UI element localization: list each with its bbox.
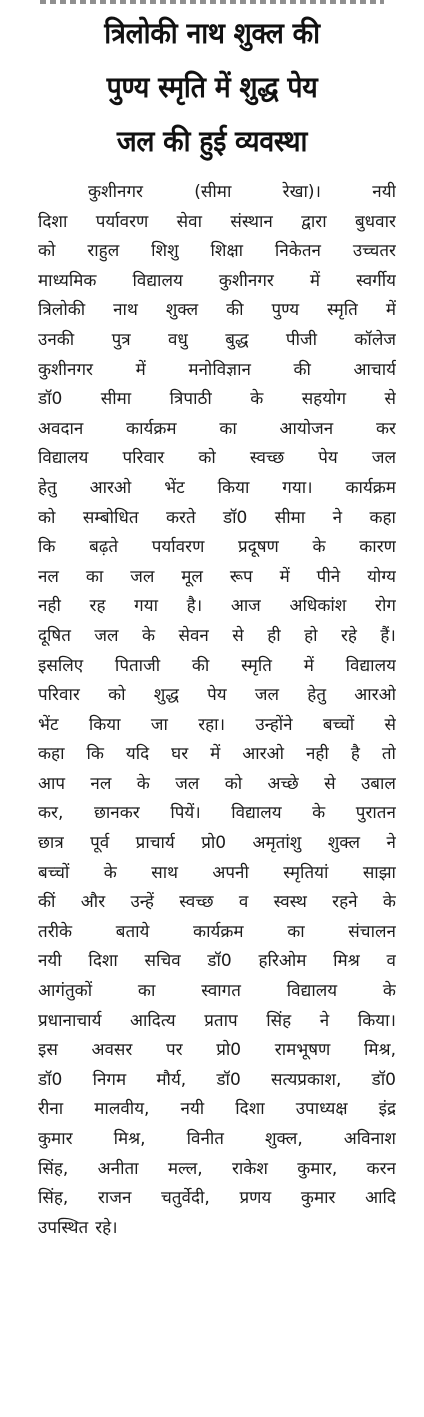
- word: किया: [88, 714, 121, 735]
- word: हैं।: [380, 625, 396, 646]
- word: उपाध्यक्ष: [295, 1099, 348, 1120]
- word: उनकी: [38, 329, 75, 350]
- word: का: [85, 566, 104, 587]
- word: शिक्षा: [210, 241, 244, 262]
- word: कुशीनगर: [88, 182, 143, 202]
- article-line: [38, 740, 396, 770]
- word: बच्चों: [322, 714, 355, 735]
- word: भेंट: [164, 477, 185, 498]
- word: के: [141, 625, 156, 646]
- word: सचिव: [144, 951, 181, 972]
- word: जा: [150, 714, 168, 735]
- word: में: [385, 300, 396, 321]
- word: भेंट: [38, 714, 59, 735]
- article-line: [38, 1036, 396, 1066]
- word: रामभूषण: [274, 1040, 331, 1061]
- word: अमृतांशु: [252, 833, 302, 854]
- word: शुक्ल: [327, 833, 361, 854]
- article-line: [38, 592, 396, 622]
- word: करन: [366, 1158, 396, 1179]
- word: पिताजी: [114, 655, 161, 676]
- word: पीने: [316, 566, 341, 587]
- word: स्वच्छ: [179, 892, 214, 913]
- word: कार्यक्रम: [193, 921, 244, 942]
- word: की: [226, 300, 244, 321]
- word: संस्थान: [230, 211, 273, 232]
- word: मालवीय,: [94, 1099, 150, 1120]
- word: डॉ0: [371, 1069, 396, 1090]
- article-line: [38, 208, 396, 238]
- word: उन्हें: [130, 892, 154, 913]
- word: मनोविज्ञान: [188, 359, 251, 380]
- word: सहयोग: [301, 389, 347, 410]
- word: पुण्य: [271, 300, 300, 321]
- word: अच्छे: [267, 773, 299, 794]
- word: में: [309, 270, 321, 291]
- word: विद्यालय: [231, 803, 282, 824]
- word: यदि: [125, 744, 150, 765]
- word: गया: [134, 596, 159, 617]
- article-line: [38, 563, 396, 593]
- word: डॉ0: [38, 389, 63, 410]
- article-line: [38, 237, 396, 267]
- word: सेवा: [176, 211, 203, 232]
- word: बुद्ध: [225, 329, 249, 350]
- word: आप: [38, 773, 66, 794]
- word: वधु: [167, 329, 188, 350]
- word: आदि: [365, 1188, 396, 1209]
- article-line: [38, 918, 396, 948]
- word: हो: [304, 625, 318, 646]
- word: का: [137, 981, 156, 1002]
- word: राजन: [97, 1188, 132, 1209]
- word: कुशीनगर: [38, 359, 93, 380]
- word: डॉ0: [38, 1069, 63, 1090]
- article-line: [38, 1125, 396, 1155]
- word: कर,: [38, 803, 64, 824]
- article-line: [38, 1184, 396, 1214]
- word: जल: [175, 773, 200, 794]
- word: प्रो0: [201, 833, 227, 854]
- word: से: [384, 714, 396, 735]
- word: प्रताप: [204, 1010, 238, 1031]
- word: को: [224, 773, 243, 794]
- article-line: [38, 1007, 396, 1037]
- word: सेवन: [178, 625, 209, 646]
- word: आगंतुकों: [38, 981, 93, 1002]
- word: नल: [38, 566, 59, 587]
- word: रहे: [340, 625, 357, 646]
- word: प्रो0: [216, 1040, 242, 1061]
- word: डॉ0: [216, 1069, 241, 1090]
- word: उच्चतर: [352, 241, 396, 262]
- word: माध्यमिक: [38, 270, 97, 291]
- word: कुमार: [300, 1188, 336, 1209]
- word: शुक्ल,: [264, 1129, 303, 1149]
- word: राहुल: [87, 241, 120, 262]
- word: हरिओम: [258, 951, 307, 972]
- word: ही: [267, 625, 281, 646]
- word: नही: [38, 596, 61, 617]
- word: इंद्र: [378, 1099, 396, 1120]
- article-line: [38, 1214, 396, 1244]
- word: परिवार: [122, 448, 165, 469]
- word: गया।: [282, 477, 313, 498]
- word: व: [386, 951, 396, 972]
- word: दिशा: [88, 951, 118, 972]
- article-line: [38, 444, 396, 474]
- word: हेतु: [307, 685, 327, 706]
- word: कॉलेज: [354, 329, 396, 350]
- word: पुत्र: [111, 329, 131, 350]
- word: इसलिए: [38, 655, 84, 676]
- word: अपनी: [212, 862, 249, 883]
- word: अवदान: [38, 418, 84, 439]
- word: किया।: [357, 1010, 396, 1031]
- word: बच्चों: [38, 862, 70, 883]
- word: दिशा: [38, 211, 68, 232]
- word: अविनाश: [343, 1129, 396, 1149]
- word: कीं: [38, 892, 56, 913]
- article-line: [38, 799, 396, 829]
- article-line: [38, 1066, 396, 1096]
- word: को: [38, 507, 56, 528]
- article-line: [38, 859, 396, 889]
- word: राकेश: [231, 1158, 268, 1179]
- word: चतुर्वेदी,: [161, 1188, 210, 1209]
- word: पर्यावरण: [151, 537, 205, 558]
- word: ने: [332, 507, 343, 528]
- article-line: [38, 652, 396, 682]
- word: सिंह,: [38, 1188, 69, 1209]
- word: रूप: [229, 566, 253, 587]
- word: इस: [38, 1040, 58, 1061]
- article-line: [38, 770, 396, 800]
- word: दूषित: [38, 625, 71, 646]
- word: स्वर्गीय: [356, 270, 396, 291]
- word: परिवार: [38, 685, 80, 706]
- word: की: [191, 655, 210, 676]
- word: के: [312, 537, 326, 558]
- word: नयी: [38, 951, 62, 972]
- word: आरओ: [354, 685, 396, 706]
- word: डॉ0: [223, 507, 248, 528]
- article-line: [38, 267, 396, 297]
- word: पीजी: [285, 329, 317, 350]
- word: स्वस्थ: [273, 892, 307, 913]
- article-line: [38, 296, 396, 326]
- word: को: [198, 448, 216, 469]
- word: अधिकांश: [289, 596, 347, 617]
- article-line: [38, 504, 396, 534]
- word: किया: [217, 477, 250, 498]
- headline: [30, 6, 394, 168]
- word: स्मृति: [327, 300, 358, 321]
- headline-line: जल की हुई व्यवस्था: [116, 124, 308, 158]
- word: आरओ: [89, 477, 132, 498]
- word: रहने: [332, 892, 358, 913]
- word: ने: [319, 1010, 330, 1031]
- word: के: [312, 803, 326, 824]
- word: नाथ: [113, 300, 138, 321]
- word: मल्ल,: [167, 1158, 203, 1179]
- word: कार्यक्रम: [126, 418, 177, 439]
- word: मिश्र,: [113, 1129, 146, 1149]
- word: कुमार: [38, 1129, 73, 1149]
- word: अवसर: [91, 1040, 133, 1061]
- word: आदित्य: [130, 1010, 176, 1031]
- word: नयी: [180, 1099, 205, 1120]
- word: तरीके: [38, 921, 73, 942]
- word: कुमार,: [297, 1158, 338, 1179]
- word: पर: [165, 1040, 183, 1061]
- word: शिशु: [151, 241, 179, 262]
- word: सम्बोधित: [82, 507, 139, 528]
- word: रेखा)।: [282, 182, 321, 202]
- article-line: [38, 178, 396, 208]
- word: मिश्र: [333, 951, 360, 972]
- word: रहे।: [95, 1217, 118, 1238]
- word: कर: [375, 418, 396, 439]
- word: कि: [86, 744, 104, 765]
- article-line: [38, 1095, 396, 1125]
- word: ने: [386, 833, 396, 854]
- word: हेतु: [38, 477, 57, 498]
- word: का: [287, 921, 305, 942]
- word: आज: [230, 596, 261, 617]
- word: सीमा: [100, 389, 132, 410]
- article-line: [38, 622, 396, 652]
- word: घर: [171, 744, 189, 765]
- clipped-previous-text: [40, 0, 384, 4]
- word: पेय: [207, 685, 227, 706]
- word: त्रिपाठी: [169, 389, 212, 410]
- word: पुरातन: [355, 803, 396, 824]
- word: नयी: [372, 182, 396, 202]
- word: की: [293, 359, 311, 380]
- word: के: [382, 981, 396, 1002]
- article-line: [38, 415, 396, 445]
- word: के: [250, 389, 264, 410]
- word: में: [135, 359, 146, 380]
- article-line: [38, 385, 396, 415]
- word: निगम: [92, 1069, 127, 1090]
- word: जल: [254, 685, 280, 706]
- word: स्मृतियां: [283, 862, 329, 883]
- word: के: [103, 862, 117, 883]
- word: स्मृति: [241, 655, 272, 676]
- word: छानकर: [93, 803, 140, 824]
- word: पियें।: [170, 803, 201, 824]
- word: रह: [89, 596, 106, 617]
- word: शुद्ध: [153, 685, 179, 706]
- word: शुक्ल: [165, 300, 199, 321]
- word: रहा।: [198, 714, 226, 735]
- word: निकेतन: [274, 241, 321, 262]
- word: विद्यालय: [38, 448, 89, 469]
- word: रोग: [375, 596, 396, 617]
- word: स्वच्छ: [249, 448, 285, 469]
- word: पेय: [318, 448, 338, 469]
- word: सिंह: [266, 1010, 292, 1031]
- word: रीना: [38, 1099, 64, 1120]
- word: जल: [94, 625, 119, 646]
- word: साझा: [362, 862, 396, 883]
- article-line: [38, 977, 396, 1007]
- word: और: [80, 892, 106, 913]
- headline-line: त्रिलोकी नाथ शुक्ल की: [104, 16, 320, 50]
- word: डॉ0: [207, 951, 232, 972]
- article-line: [38, 326, 396, 356]
- word: है।: [186, 596, 203, 617]
- word: करते: [165, 507, 196, 528]
- word: कारण: [359, 537, 396, 558]
- article-line: [38, 888, 396, 918]
- word: सीमा: [274, 507, 306, 528]
- word: दिशा: [235, 1099, 265, 1120]
- word: कहा: [369, 507, 396, 528]
- word: तो: [381, 744, 396, 765]
- word: कहा: [38, 744, 65, 765]
- word: द्वारा: [301, 211, 327, 232]
- article-line: [38, 681, 396, 711]
- word: कार्यक्रम: [345, 477, 396, 498]
- word: पूर्व: [90, 833, 110, 854]
- word: उपस्थित: [38, 1217, 89, 1238]
- word: नही: [305, 744, 329, 765]
- word: विद्यालय: [345, 655, 396, 676]
- word: को: [38, 241, 56, 262]
- article-line: [38, 829, 396, 859]
- word: योग्य: [367, 566, 396, 587]
- article-line: [38, 711, 396, 741]
- headline-line: पुण्य स्मृति में शुद्ध पेय: [106, 70, 318, 104]
- word: में: [210, 744, 221, 765]
- word: प्रणय: [239, 1188, 272, 1209]
- word: उबाल: [360, 773, 396, 794]
- word: मिश्र,: [363, 1040, 396, 1061]
- word: आरओ: [242, 744, 284, 765]
- word: विद्यालय: [132, 270, 183, 291]
- word: से: [384, 389, 396, 410]
- word: छात्र: [38, 833, 64, 854]
- word: पर्यावरण: [95, 211, 149, 232]
- word: मूल: [181, 566, 203, 587]
- word: का: [219, 418, 237, 439]
- article-line: [38, 947, 396, 977]
- word: सत्यप्रकाश,: [271, 1069, 342, 1090]
- word: मौर्य,: [156, 1069, 187, 1090]
- word: प्रदूषण: [238, 537, 279, 558]
- word: बढ़ते: [89, 537, 119, 558]
- word: से: [232, 625, 244, 646]
- word: स्वागत: [201, 981, 241, 1002]
- word: उन्होंने: [255, 714, 293, 735]
- word: त्रिलोकी: [38, 300, 86, 321]
- word: कुशीनगर: [218, 270, 274, 291]
- word: नल: [90, 773, 112, 794]
- word: विद्यालय: [286, 981, 338, 1002]
- article-line: [38, 474, 396, 504]
- word: के: [136, 773, 150, 794]
- word: बताये: [115, 921, 150, 942]
- article-line: [38, 1155, 396, 1185]
- word: सिंह,: [38, 1158, 69, 1179]
- word: साथ: [151, 862, 178, 883]
- word: विनीत: [186, 1129, 224, 1149]
- word: जल: [130, 566, 155, 587]
- article-body: [38, 178, 396, 1243]
- article-line: [38, 356, 396, 386]
- word: में: [303, 655, 314, 676]
- word: जल: [371, 448, 396, 469]
- word: में: [279, 566, 290, 587]
- word: को: [108, 685, 126, 706]
- word: प्राचार्य: [135, 833, 175, 854]
- word: कि: [38, 537, 56, 558]
- article-line: [38, 533, 396, 563]
- word: संचालन: [348, 921, 396, 942]
- word: से: [324, 773, 336, 794]
- word: व: [238, 892, 249, 913]
- word: अनीता: [97, 1158, 139, 1179]
- word: आयोजन: [279, 418, 334, 439]
- word: है: [350, 744, 360, 765]
- word: आचार्य: [353, 359, 396, 380]
- word: (सीमा: [194, 182, 232, 202]
- word: बुधवार: [354, 211, 396, 232]
- word: प्रधानाचार्य: [38, 1010, 102, 1031]
- word: के: [382, 892, 396, 913]
